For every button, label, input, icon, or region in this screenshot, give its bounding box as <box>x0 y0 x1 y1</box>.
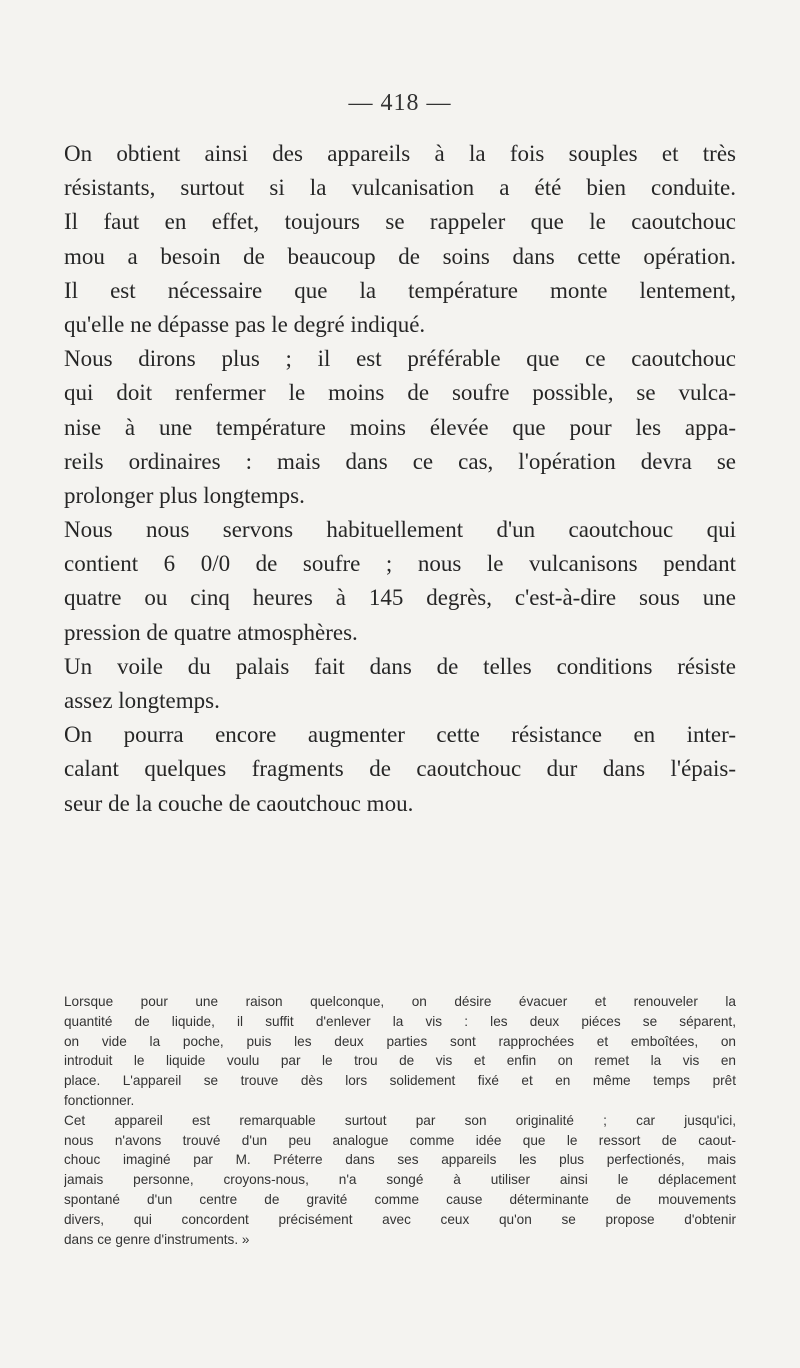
footnote-line: jamais personne, croyons-nous, n'a songé à utiliser ainsi le déplacement <box>64 1172 736 1188</box>
text-line: pression de quatre atmosphères. <box>64 619 358 645</box>
footnote-line: divers, qui concordent précisément avec ceux qu'on se propose d'obtenir <box>64 1211 736 1227</box>
footnote-line: spontané d'un centre de gravité comme cause déterminante de mouvements <box>64 1191 736 1207</box>
text-line: Nous nous servons habituellement d'un caoutchouc qui <box>64 517 736 543</box>
text-line: Un voile du palais fait dans de telles conditions résiste <box>64 653 736 679</box>
page-number: — 418 — <box>348 90 452 116</box>
text-line: contient 6 0/0 de soufre ; nous le vulcanisons pendant <box>64 551 736 577</box>
text-line: résistants, surtout si la vulcanisation a été bien conduite. <box>64 175 736 201</box>
footnote-line: Cet appareil est remarquable surtout par son originalité ; car jusqu'ici, <box>64 1112 736 1128</box>
footnote-line: dans ce genre d'instruments. » <box>64 1231 250 1247</box>
text-line: Il est nécessaire que la température monte lentement, <box>64 277 736 303</box>
footnote-line: fonctionner. <box>64 1092 135 1108</box>
footnote-block <box>64 992 736 1249</box>
footnote-line: nous n'avons trouvé d'un peu analogue comme idée que le ressort de caout- <box>64 1132 736 1148</box>
text-line: nise à une température moins élevée que pour les appa- <box>64 414 736 440</box>
text-line: prolonger plus longtemps. <box>64 482 305 508</box>
text-line: Nous dirons plus ; il est préférable que ce caoutchouc <box>64 346 736 372</box>
text-line: mou a besoin de beaucoup de soins dans cette opération. <box>64 243 736 269</box>
footnote-line: introduit le liquide voulu par le trou de vis et enfin on remet la vis en <box>64 1053 736 1069</box>
text-line: Il faut en effet, toujours se rappeler que le caoutchouc <box>64 209 736 235</box>
footnote-line: quantité de liquide, il suffit d'enlever la vis : les deux piéces se séparent, <box>64 1013 736 1029</box>
main-text-block <box>64 137 736 821</box>
footnote-line: chouc imaginé par M. Préterre dans ses appareils les plus perfectionés, mais <box>64 1152 736 1168</box>
text-line: qui doit renfermer le moins de soufre possible, se vulca- <box>64 380 736 406</box>
text-line: seur de la couche de caoutchouc mou. <box>64 790 414 816</box>
footnote-line: Lorsque pour une raison quelconque, on désire évacuer et renouveler la <box>64 994 736 1009</box>
text-line: On pourra encore augmenter cette résistance en inter- <box>64 722 736 748</box>
text-line: reils ordinaires : mais dans ce cas, l'opération devra se <box>64 448 736 474</box>
text-line: quatre ou cinq heures à 145 degrès, c'est-à-dire sous une <box>64 585 736 611</box>
text-line: qu'elle ne dépasse pas le degré indiqué. <box>64 311 426 337</box>
footnote-line: place. L'appareil se trouve dès lors solidement fixé et en même temps prêt <box>64 1073 736 1089</box>
footnote-line: on vide la poche, puis les deux parties sont rapprochées et emboîtées, on <box>64 1033 736 1049</box>
text-line: assez longtemps. <box>64 688 220 713</box>
text-line: calant quelques fragments de caoutchouc dur dans l'épais- <box>64 756 736 782</box>
text-line: On obtient ainsi des appareils à la fois souples et très <box>64 141 736 166</box>
